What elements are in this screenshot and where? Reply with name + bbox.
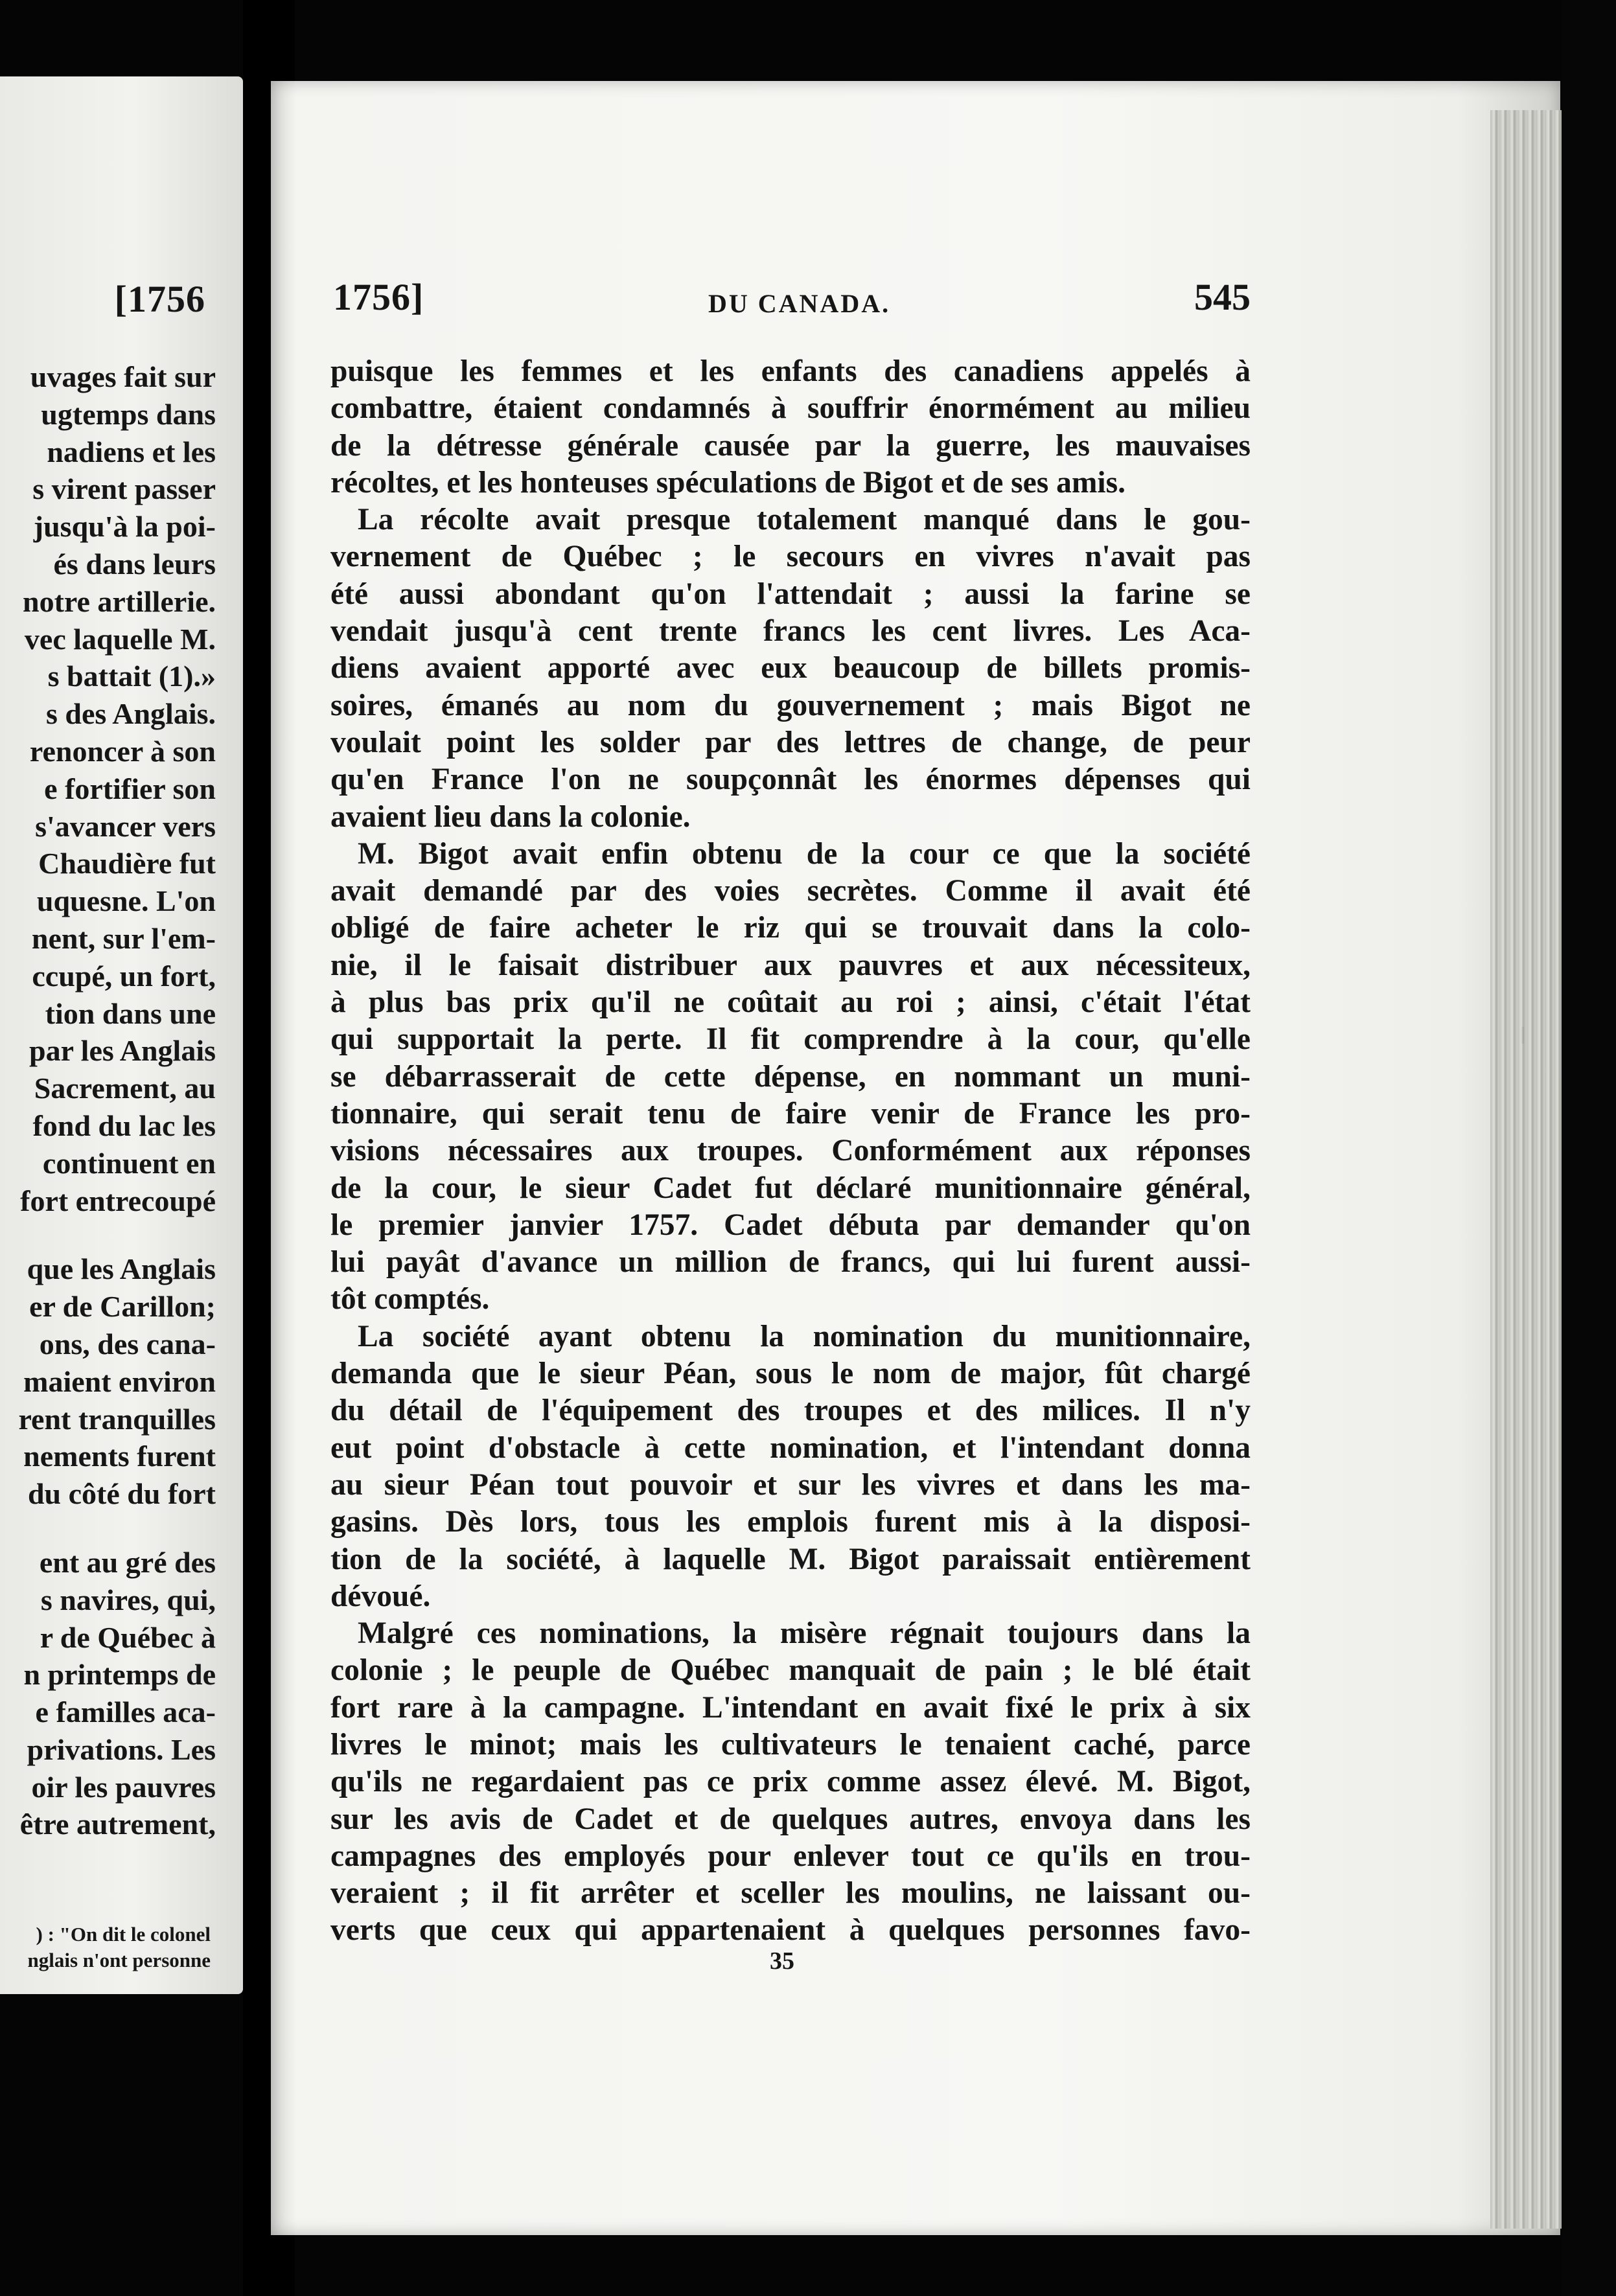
left-page-line: s navires, qui, [40, 1583, 216, 1616]
text-line: à plus bas prix qu'il ne coûtait au roi ; ainsi, c'était l'état [330, 985, 1251, 1020]
left-page-line: n printemps de [23, 1658, 216, 1692]
left-page-footnote-line: nglais n'ont personne [27, 1949, 211, 1971]
left-page-line: que les Anglais [27, 1252, 216, 1286]
text-line: Malgré ces nominations, la misère régnait toujours dans la [358, 1616, 1251, 1651]
text-line: tion de la société, à laquelle M. Bigot paraissait entièrement [330, 1542, 1251, 1576]
text-line: campagnes des employés pour enlever tout ce qu'ils en trou- [330, 1839, 1251, 1873]
text-line: été aussi abondant qu'on l'attendait ; aussi la farine se [330, 577, 1251, 611]
left-page-line: uquesne. L'on [36, 884, 216, 918]
left-page-line [0, 1513, 216, 1544]
text-line: avait demandé par des voies secrètes. Comme il avait été [330, 874, 1251, 908]
text-line: se débarrasserait de cette dépense, en nommant un muni- [330, 1059, 1251, 1094]
left-page [0, 76, 243, 1994]
text-line: au sieur Péan tout pouvoir et sur les vivres et dans les ma- [330, 1467, 1251, 1502]
text-line: visions nécessaires aux troupes. Conformément aux réponses [330, 1134, 1251, 1168]
text-line: verts que ceux qui appartenaient à quelques personnes favo- [330, 1913, 1251, 1947]
text-line: M. Bigot avait enfin obtenu de la cour ce que la société [358, 836, 1251, 871]
text-line: de la cour, le sieur Cadet fut déclaré munitionnaire général, [330, 1171, 1251, 1205]
text-line: le premier janvier 1757. Cadet débuta par demander qu'on [330, 1208, 1251, 1242]
text-line: lui payât d'avance un million de francs, qui lui furent aussi- [330, 1245, 1251, 1280]
left-page-line: continuent en [42, 1146, 216, 1180]
text-line: soires, émanés au nom du gouvernement ; mais Bigot ne [330, 688, 1251, 722]
running-head-year: 1756] [333, 276, 424, 318]
left-page-line: nent, sur l'em- [31, 921, 216, 955]
left-page-line: r de Québec à [40, 1620, 216, 1654]
left-page-footnote-line: ) : "On dit le colonel [36, 1923, 211, 1946]
book-page [271, 81, 1560, 2235]
text-line: qu'en France l'on ne soupçonnât les énormes dépenses qui [330, 763, 1251, 797]
left-page-text [0, 358, 216, 1843]
text-line: tôt comptés. [330, 1282, 490, 1316]
left-page-line: e familles aca- [35, 1695, 216, 1729]
text-line: qui supportait la perte. Il fit comprendre à la cour, qu'elle [330, 1022, 1251, 1057]
text-line: livres le minot; mais les cultivateurs le tenaient caché, parce [330, 1727, 1251, 1762]
left-page-line: ccupé, un fort, [32, 959, 216, 993]
text-line: combattre, étaient condamnés à souffrir énormément au milieu [330, 391, 1251, 426]
left-page-line: du côté du fort [27, 1477, 216, 1511]
left-page-line: s'avancer vers [35, 809, 216, 843]
text-line: du détail de l'équipement des troupes et des milices. Il n'y [330, 1394, 1251, 1428]
scan-background [1562, 0, 1616, 2296]
left-page-line: par les Anglais [29, 1034, 216, 1068]
running-head [271, 81, 1560, 318]
left-page-line: s des Anglais. [45, 697, 216, 731]
left-page-line: ons, des cana- [39, 1327, 216, 1360]
left-page-line: er de Carillon; [29, 1290, 216, 1324]
text-line: veraient ; il fit arrêter et sceller les moulins, ne laissant ou- [330, 1876, 1251, 1911]
text-line: avaient lieu dans la colonie. [330, 799, 691, 834]
left-page-line: nements furent [23, 1440, 216, 1473]
text-line: vendait jusqu'à cent trente francs les cent livres. Les Aca- [330, 614, 1251, 649]
text-line: tionnaire, qui serait tenu de faire venir de France les pro- [330, 1096, 1251, 1131]
left-page-line: e fortifier son [44, 772, 216, 805]
left-page-line: maient environ [23, 1364, 216, 1398]
text-line: fort rare à la campagne. L'intendant en avait fixé le prix à six [330, 1690, 1251, 1725]
left-page-line: jusqu'à la poi- [33, 510, 216, 544]
left-page-line: ugtemps dans [41, 397, 216, 431]
signature-mark: 35 [770, 1947, 794, 1975]
text-line: La société ayant obtenu la nomination du munitionnaire, [358, 1319, 1251, 1353]
left-page-line: rent tranquilles [18, 1402, 216, 1436]
left-page-line [0, 1219, 216, 1250]
left-page-footnote [0, 1922, 211, 1973]
page-number: 545 [1194, 276, 1251, 318]
text-line: dévoué. [330, 1579, 431, 1613]
left-page-line: privations. Les [27, 1732, 216, 1766]
left-page-line: Chaudière fut [38, 847, 216, 880]
left-page-line: fort entrecoupé [20, 1184, 216, 1217]
text-line: récoltes, et les honteuses spéculations de Bigot et de ses amis. [330, 465, 1125, 499]
text-line: gasins. Dès lors, tous les emplois furent mis à la disposi- [330, 1505, 1251, 1539]
left-page-line: s battait (1).» [47, 660, 216, 693]
text-line: obligé de faire acheter le riz qui se trouvait dans la colo- [330, 911, 1251, 945]
text-line: colonie ; le peuple de Québec manquait de pain ; le blé était [330, 1653, 1251, 1688]
text-line: puisque les femmes et les enfants des canadiens appelés à [330, 354, 1251, 388]
left-page-line: nadiens et les [47, 435, 216, 468]
left-page-line: vec laquelle M. [24, 622, 216, 656]
left-page-line: Sacrement, au [34, 1072, 216, 1105]
text-line: sur les avis de Cadet et de quelques autres, envoya dans les [330, 1802, 1251, 1836]
text-line: La récolte avait presque totalement manqué dans le gou- [358, 503, 1251, 537]
left-page-line: notre artillerie. [22, 584, 216, 618]
left-page-line: s virent passer [32, 472, 216, 506]
text-line: qu'ils ne regardaient pas ce prix comme assez élevé. M. Bigot, [330, 1765, 1251, 1799]
left-page-line: renoncer à son [29, 734, 216, 768]
page-edges [1490, 110, 1562, 2229]
left-page-line: oir les pauvres [31, 1770, 216, 1804]
left-page-line: és dans leurs [53, 547, 216, 580]
text-line: demanda que le sieur Péan, sous le nom de major, fût chargé [330, 1357, 1251, 1391]
left-page-line: uvages fait sur [30, 360, 216, 393]
text-line: nie, il le faisait distribuer aux pauvres et aux nécessiteux, [330, 948, 1251, 982]
left-page-line: fond du lac les [32, 1108, 216, 1142]
left-page-line: être autrement, [19, 1808, 216, 1841]
body-text [330, 353, 1251, 1949]
left-page-line: ent au gré des [39, 1545, 216, 1579]
text-line: de la détresse générale causée par la guerre, les mauvaises [330, 428, 1251, 463]
left-page-line: tion dans une [45, 996, 216, 1030]
running-head-title: DU CANADA. [708, 289, 891, 318]
text-line: diens avaient apporté avec eux beaucoup de billets promis- [330, 651, 1251, 685]
text-line: vernement de Québec ; le secours en vivres n'avait pas [330, 540, 1251, 574]
left-page-header: [1756 [114, 278, 205, 320]
text-line: eut point d'obstacle à cette nomination, et l'intendant donna [330, 1430, 1251, 1465]
text-line: voulait point les solder par des lettres de change, de peur [330, 725, 1251, 759]
